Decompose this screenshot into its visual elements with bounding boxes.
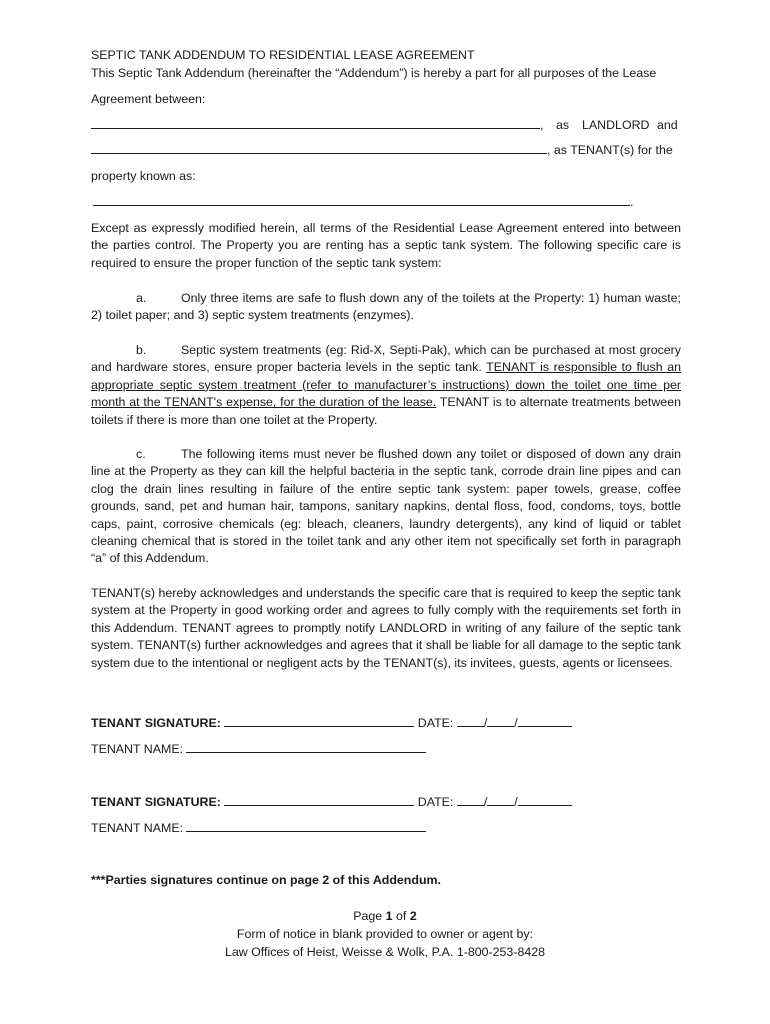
date-month-blank-2[interactable]: [457, 794, 484, 806]
date-day-blank-2[interactable]: [487, 794, 514, 806]
document-title: SEPTIC TANK ADDENDUM TO RESIDENTIAL LEASE AGREEMENT: [91, 48, 475, 62]
date-label-2: DATE:: [417, 795, 454, 809]
signature-row-1: [91, 715, 572, 733]
item-c-text: The following items must never be flushed down any toilet or disposed of down any drain line at the Property as they can kill the helpful bacteria in the septic tank, corrode drain line pipes and can clog the drain lines resulting in failure of the entire septic tank system: paper towels, grease, coffee grounds, sand, pet and human hair, tampons, sanitary napkins, dental floss, food, condoms, toys, bottle caps, paint, corrosive chemicals (eg: bleach, cleaners, laundry detergents), any kind of liquid or tablet cleaning chemical that is stored in the toilet tank and any other item not specifically set forth in paragraph “a” of this Addendum.: [91, 447, 681, 566]
continue-note: ***Parties signatures continue on page 2 of this Addendum.: [91, 873, 441, 887]
tenant-suffix: , as TENANT(s) for the: [547, 143, 673, 157]
page-word: Page: [353, 909, 383, 923]
landlord-name-blank[interactable]: [91, 117, 540, 129]
landlord-line: [91, 117, 681, 135]
date-month-blank-1[interactable]: [457, 715, 484, 727]
item-c: [91, 446, 681, 568]
item-b-text-1: Septic system treatments (eg: Rid-X, Septi-Pak), which can be purchased at most grocery and hardware stores, ensure proper bacteria levels in the septic tank.: [91, 343, 681, 375]
tenant-line: [91, 142, 673, 160]
landlord-role: LANDLORD: [582, 118, 650, 132]
property-address-blank[interactable]: [93, 194, 630, 206]
tenant-signature-blank-1[interactable]: [224, 715, 414, 727]
item-b-text-underlined: TENANT is responsible to flush an appropriate septic system treatment (refer to manufacturer’s instructions) down the toilet one time per month at the TENANT's expense, for the duration of the lease.: [91, 360, 681, 410]
tenant-name-blank[interactable]: [91, 142, 547, 154]
tenant-signature-blank-2[interactable]: [224, 794, 414, 806]
date-year-blank-2[interactable]: [518, 794, 572, 806]
tenant-name-blank-1[interactable]: [186, 741, 426, 753]
property-line: [93, 194, 633, 212]
page-current: 1: [385, 909, 393, 923]
item-c-label: c.: [136, 447, 146, 461]
landlord-comma: ,: [540, 118, 544, 132]
name-row-2: [91, 820, 426, 838]
item-b-text-2: TENANT is to alternate treatments between toilets if there is more than one toilet at the Property.: [91, 395, 681, 427]
landlord-and: and: [657, 118, 678, 132]
landlord-as: as: [556, 118, 570, 132]
acknowledgement-paragraph: TENANT(s) hereby acknowledges and understands the specific care that is required to keep the septic tank system at the Property in good working order and agrees to fully comply with the requirements set forth in this Addendum. TENANT agrees to promptly notify LANDLORD in writing of any failure of the septic tank system. TENANT(s) further acknowledges and agrees that it shall be liable for all damage to the septic tank system due to the intentional or negligent acts by the TENANT(s), its invitees, guests, agents or licensees.: [91, 586, 681, 670]
name-row-1: [91, 741, 426, 759]
item-a-label: a.: [136, 291, 147, 305]
property-known-as: property known as:: [91, 169, 196, 183]
tenant-signature-label-1: TENANT SIGNATURE:: [91, 716, 221, 730]
page-number: [0, 908, 770, 926]
page-total: 2: [409, 909, 417, 923]
date-sep-2a: /: [483, 795, 488, 809]
item-b: [91, 342, 681, 429]
item-a: [91, 290, 681, 325]
tenant-signature-label-2: TENANT SIGNATURE:: [91, 795, 221, 809]
tenant-name-blank-2[interactable]: [186, 820, 426, 832]
item-b-label: b.: [136, 343, 147, 357]
tenant-name-label-1: TENANT NAME:: [91, 742, 184, 756]
footer-firm: Law Offices of Heist, Weisse & Wolk, P.A. 1-800-253-8428: [224, 945, 546, 959]
date-sep-1a: /: [483, 716, 488, 730]
tenant-name-label-2: TENANT NAME:: [91, 821, 184, 835]
property-period: .: [630, 195, 634, 209]
date-sep-1b: /: [514, 716, 518, 730]
item-a-text: Only three items are safe to flush down any of the toilets at the Property: 1) human waste; 2) toilet paper; and 3) septic system treatments (enzymes).: [91, 291, 681, 323]
intro-paragraph: Except as expressly modified herein, all terms of the Residential Lease Agreement entered into between the parties control. The Property you are renting has a septic tank system. The following specific care is required to ensure the proper function of the septic tank system:: [91, 221, 681, 270]
date-year-blank-1[interactable]: [518, 715, 572, 727]
page-of: of: [396, 909, 407, 923]
intro-line-1: This Septic Tank Addendum (hereinafter the “Addendum”) is hereby a part for all purposes of the Lease: [91, 66, 657, 80]
date-sep-2b: /: [514, 795, 518, 809]
date-label-1: DATE:: [417, 716, 454, 730]
signature-row-2: [91, 794, 572, 812]
footer-notice: Form of notice in blank provided to owner or agent by:: [236, 927, 534, 941]
intro-line-2: Agreement between:: [91, 92, 206, 106]
date-day-blank-1[interactable]: [487, 715, 514, 727]
